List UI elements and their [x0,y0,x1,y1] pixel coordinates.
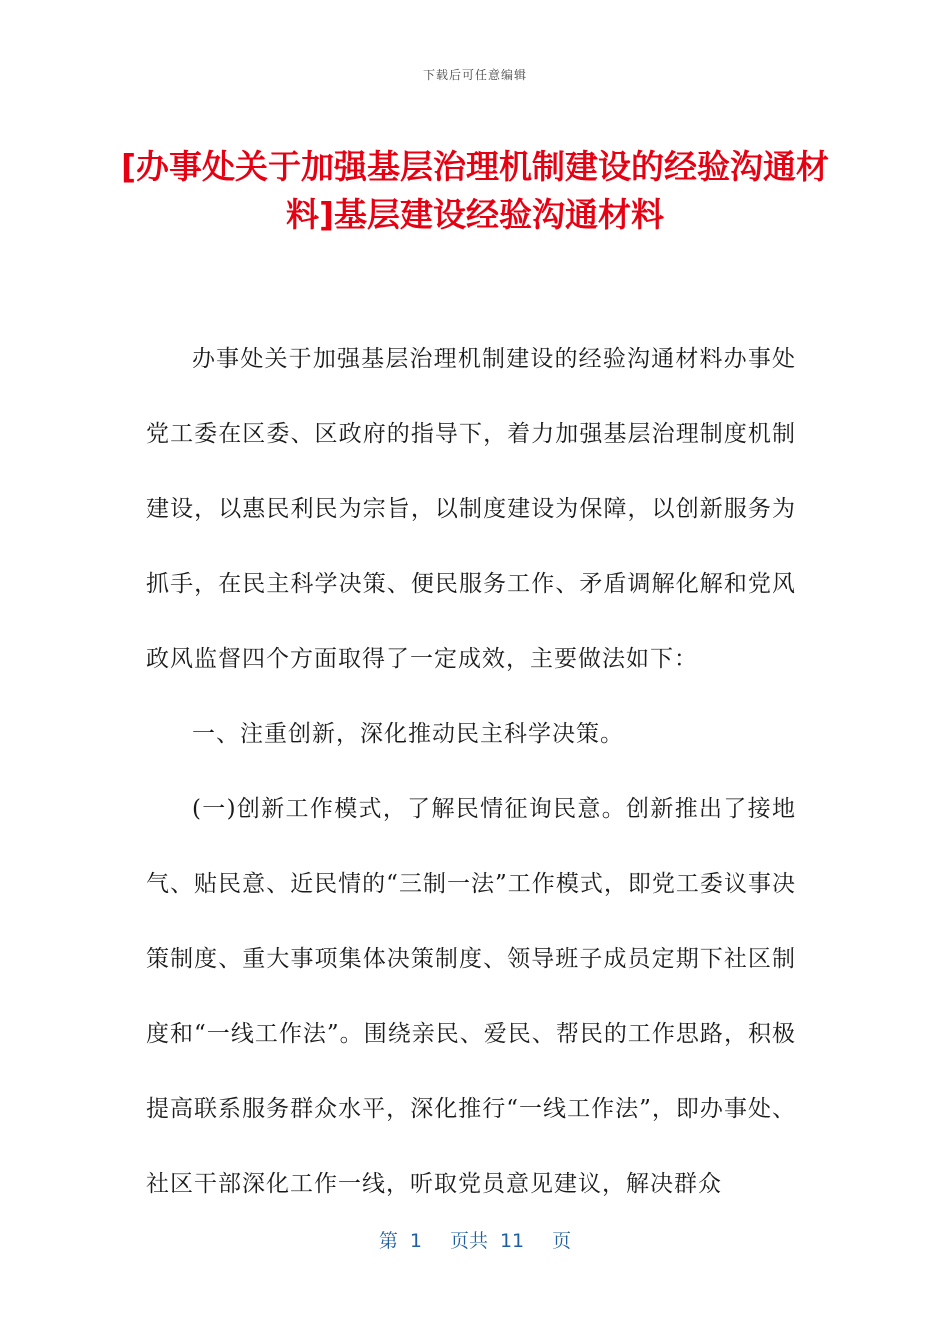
page-footer [0,1226,950,1253]
paragraph-subsection: (一)创新工作模式，了解民情征询民意。创新推出了接地气、贴民意、近民情的“三制一法”工作模式，即党工委议事决策制度、重大事项集体决策制度、领导班子成员定期下社区制度和“一线工作法”。围绕亲民、爱民、帮民的工作思路，积极提高联系服务群众水平，深化推行“一线工作法”，即办事处、社区干部深化工作一线，听取党员意见建议，解决群众 [146,796,796,1197]
paragraph-section-heading: 一、注重创新，深化推动民主科学决策。 [192,721,624,747]
paragraph-intro: 办事处关于加强基层治理机制建设的经验沟通材料办事处党工委在区委、区政府的指导下，着力加强基层治理制度机制建设，以惠民利民为宗旨，以制度建设为保障，以创新服务为抓手，在民主科学决策、便民服务工作、矛盾调解化解和党风政风监督四个方面取得了一定成效，主要做法如下： [146,346,796,672]
document-title: [办事处关于加强基层治理机制建设的经验沟通材料]基层建设经验沟通材料 [120,147,830,234]
footer-page-number: 1 [409,1230,422,1252]
header-note: 下载后可任意编辑 [422,68,527,82]
document-body [146,322,796,1222]
footer-suffix: 页 [552,1230,572,1252]
footer-prefix: 第 [378,1230,398,1252]
footer-middle: 页共 [449,1230,488,1252]
footer-total-pages: 11 [499,1230,525,1252]
